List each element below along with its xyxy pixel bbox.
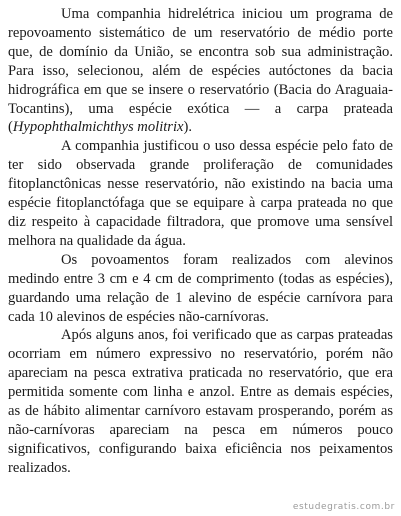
paragraph-1 — [8, 5, 393, 137]
document-body — [8, 5, 393, 478]
paragraph-3: Os povoamentos foram realizados com alevinos medindo entre 3 cm e 4 cm de comprimento (todas as espécies), guardando uma relação de 1 alevino de espécie carnívora para cada 10 alevinos de espécies não-carnívoras. — [8, 251, 393, 325]
paragraph-2: A companhia justificou o uso dessa espécie pelo fato de ter sido observada grande proliferação de comunidades fitoplanctônicas nesse reservatório, não existindo na bacia uma espécie fitoplanctófaga que se equipare à carpa prateada no que diz respeito à capacidade filtradora, que promove uma sensível melhora na qualidade da água. — [8, 138, 393, 249]
paragraph-1-text-a: Uma companhia hidrelétrica iniciou um programa de repovoamento sistemático de um reservatório de médio porte que, de domínio da União, se encontra sob sua administração. Para isso, selecionou, além de espécies autóctones da bacia hidrográfica em que se insere o reservatório (Bacia do Araguaia-Tocantins), uma espécie exótica — a carpa prateada ( — [8, 6, 393, 136]
species-name: Hypophthalmichthys molitrix — [12, 119, 184, 136]
paragraph-1-text-b: ). — [183, 119, 193, 136]
paragraph-4: Após alguns anos, foi verificado que as carpas prateadas ocorriam em número expressivo no reservatório, porém não apareciam na pesca extrativa praticada no reservatório, que era permitida somente com linha e anzol. Entre as demais espécies, as de hábito alimentar carnívoro estavam prosperando, porém as não-carnívoras apareciam na pesca em números pouco significativos, configurando baixa eficiência nos peixamentos realizados. — [8, 327, 393, 476]
watermark: estudegratis.com.br — [292, 502, 395, 512]
